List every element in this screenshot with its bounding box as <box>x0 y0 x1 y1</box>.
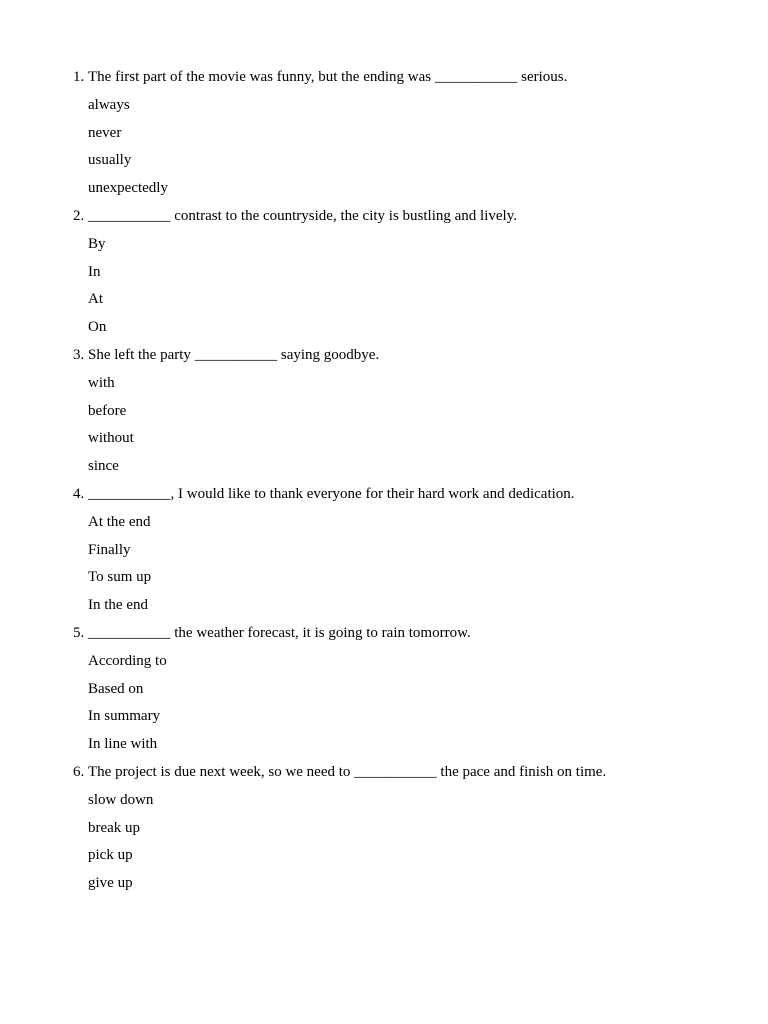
question-prompt <box>73 203 606 231</box>
question-prompt <box>73 620 606 648</box>
answer-option: Finally <box>88 541 131 558</box>
question-item <box>73 342 606 481</box>
answer-option: In the end <box>88 597 148 614</box>
question-item <box>73 203 606 342</box>
answer-option: always <box>88 96 130 113</box>
answer-option: According to <box>88 652 167 669</box>
answer-option: To sum up <box>88 569 152 586</box>
question-number: 2. <box>73 207 85 224</box>
question-prompt <box>73 759 606 787</box>
question-item <box>73 620 606 759</box>
answer-option: break up <box>88 819 141 836</box>
question-item <box>73 64 606 203</box>
question-number: 3. <box>73 346 85 363</box>
question-number: 1. <box>73 69 85 85</box>
question-text: The project is due next week, so we need to ___________ the pace and finish on time. <box>88 763 607 780</box>
question-text: ___________, I would like to thank everyone for their hard work and dedication. <box>88 485 575 502</box>
answer-option: with <box>88 374 115 391</box>
question-prompt <box>73 342 606 370</box>
question-text: ___________ contrast to the countryside, the city is bustling and lively. <box>88 207 517 224</box>
answer-option: In line with <box>88 736 158 753</box>
answer-option: By <box>88 235 106 252</box>
question-text: She left the party ___________ saying goodbye. <box>88 346 380 363</box>
question-number: 4. <box>73 485 85 502</box>
answer-option: At the end <box>88 513 151 530</box>
question-item <box>73 759 606 898</box>
question-number: 5. <box>73 624 85 641</box>
question-list <box>73 64 606 898</box>
question-number: 6. <box>73 763 85 780</box>
answer-option: without <box>88 430 134 447</box>
question-text: The first part of the movie was funny, but the ending was ___________ serious. <box>88 69 568 85</box>
answer-option: In summary <box>88 708 161 725</box>
question-prompt <box>73 64 606 92</box>
answer-option: never <box>88 124 122 141</box>
answer-option: At <box>88 291 103 308</box>
answer-option: Based on <box>88 680 144 697</box>
answer-option: slow down <box>88 791 154 808</box>
question-item <box>73 481 606 620</box>
answer-option: before <box>88 402 127 419</box>
answer-option: pick up <box>88 847 133 864</box>
question-prompt <box>73 481 606 509</box>
question-text: ___________ the weather forecast, it is going to rain tomorrow. <box>88 624 471 641</box>
answer-option: In <box>88 263 101 280</box>
answer-option: On <box>88 319 107 336</box>
answer-option: since <box>88 458 119 475</box>
answer-option: usually <box>88 152 132 169</box>
answer-option: give up <box>88 875 133 892</box>
answer-option: unexpectedly <box>88 180 168 197</box>
